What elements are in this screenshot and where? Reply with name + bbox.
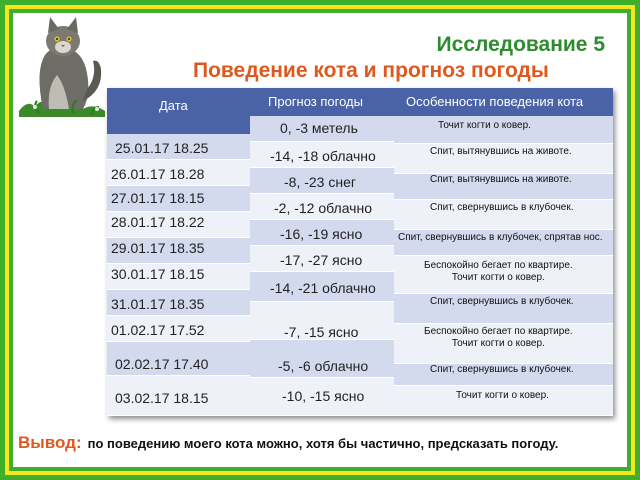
forecast-cell xyxy=(250,340,394,378)
forecast-cell xyxy=(250,272,394,302)
behavior-cell xyxy=(394,256,613,294)
behavior-header-label: Особенности поведения кота xyxy=(406,94,584,109)
behavior-text: Точит когти о ковер. xyxy=(456,390,549,401)
forecast-header-label: Прогноз погоды xyxy=(268,94,363,109)
date-cell xyxy=(107,342,250,376)
date-cell xyxy=(107,160,250,186)
date-cell xyxy=(107,376,250,416)
date-cell xyxy=(107,134,250,160)
behavior-cell xyxy=(394,386,613,416)
behavior-text: Спит, свернувшись в клубочек, спрятав нос. xyxy=(398,232,603,243)
forecast-text: -2, -12 облачно xyxy=(274,200,372,216)
behavior-cell xyxy=(394,200,613,230)
date-header xyxy=(107,88,250,134)
behavior-cell xyxy=(394,144,613,174)
date-text: 25.01.17 18.25 xyxy=(115,140,209,156)
cat-illustration xyxy=(13,11,113,119)
forecast-cell xyxy=(250,168,394,194)
behavior-column xyxy=(394,88,613,416)
behavior-text: Спит, свернувшись в клубочек. xyxy=(430,202,574,213)
forecast-cell xyxy=(250,194,394,220)
date-text: 29.01.17 18.35 xyxy=(111,240,205,256)
date-text: 28.01.17 18.22 xyxy=(111,214,205,230)
behavior-text: Беспокойно бегает по квартире. Точит когти о ковер. xyxy=(424,326,573,349)
date-cell xyxy=(107,316,250,342)
date-text: 27.01.17 18.15 xyxy=(111,190,205,206)
behavior-cell xyxy=(394,294,613,324)
forecast-column xyxy=(250,88,394,416)
forecast-text: 0, -3 метель xyxy=(280,120,358,136)
date-cell xyxy=(107,212,250,238)
behavior-cell xyxy=(394,364,613,386)
date-column xyxy=(107,88,250,416)
behavior-header xyxy=(394,88,613,116)
behavior-text: Точит когти о ковер. xyxy=(438,120,531,131)
behavior-text: Спит, свернувшись в клубочек. xyxy=(430,364,574,375)
behavior-text: Спит, вытянувшись на животе. xyxy=(430,146,572,157)
behavior-text: Спит, вытянувшись на животе. xyxy=(430,174,572,185)
date-cell xyxy=(107,264,250,290)
forecast-text: -17, -27 ясно xyxy=(280,252,363,268)
conclusion-text: по поведению моего кота можно, хотя бы частично, предсказать погоду. xyxy=(87,436,559,451)
forecast-cell xyxy=(250,302,394,340)
behavior-text: Беспокойно бегает по квартире. Точит когти о ковер. xyxy=(424,260,573,283)
date-text: 03.02.17 18.15 xyxy=(115,390,209,406)
page-title: Исследование 5 xyxy=(436,33,605,56)
forecast-text: -7, -15 ясно xyxy=(284,324,359,340)
date-header-label: Дата xyxy=(159,98,188,113)
date-cell xyxy=(107,238,250,264)
date-text: 30.01.17 18.15 xyxy=(111,266,205,282)
page-subtitle: Поведение кота и прогноз погоды xyxy=(193,59,549,82)
forecast-cell xyxy=(250,378,394,416)
forecast-cell xyxy=(250,246,394,272)
date-text: 31.01.17 18.35 xyxy=(111,296,205,312)
behavior-text: Спит, свернувшись в клубочек. xyxy=(430,296,574,307)
forecast-text: -14, -18 облачно xyxy=(270,148,376,164)
behavior-cell xyxy=(394,230,613,256)
date-text: 26.01.17 18.28 xyxy=(111,166,205,182)
forecast-cell xyxy=(250,116,394,142)
conclusion xyxy=(18,433,558,453)
forecast-header xyxy=(250,88,394,116)
behavior-cell xyxy=(394,116,613,144)
forecast-cell xyxy=(250,220,394,246)
date-cell xyxy=(107,186,250,212)
forecast-text: -10, -15 ясно xyxy=(282,388,365,404)
forecast-text: -14, -21 облачно xyxy=(270,280,376,296)
forecast-text: -5, -6 облачно xyxy=(278,358,369,374)
date-text: 02.02.17 17.40 xyxy=(115,356,209,372)
behavior-cell xyxy=(394,324,613,364)
forecast-cell xyxy=(250,142,394,168)
date-text: 01.02.17 17.52 xyxy=(111,322,205,338)
forecast-text: -8, -23 снег xyxy=(284,174,356,190)
conclusion-label: Вывод: xyxy=(18,433,82,452)
forecast-text: -16, -19 ясно xyxy=(280,226,363,242)
data-table xyxy=(107,88,613,416)
date-cell xyxy=(107,290,250,316)
behavior-cell xyxy=(394,174,613,200)
